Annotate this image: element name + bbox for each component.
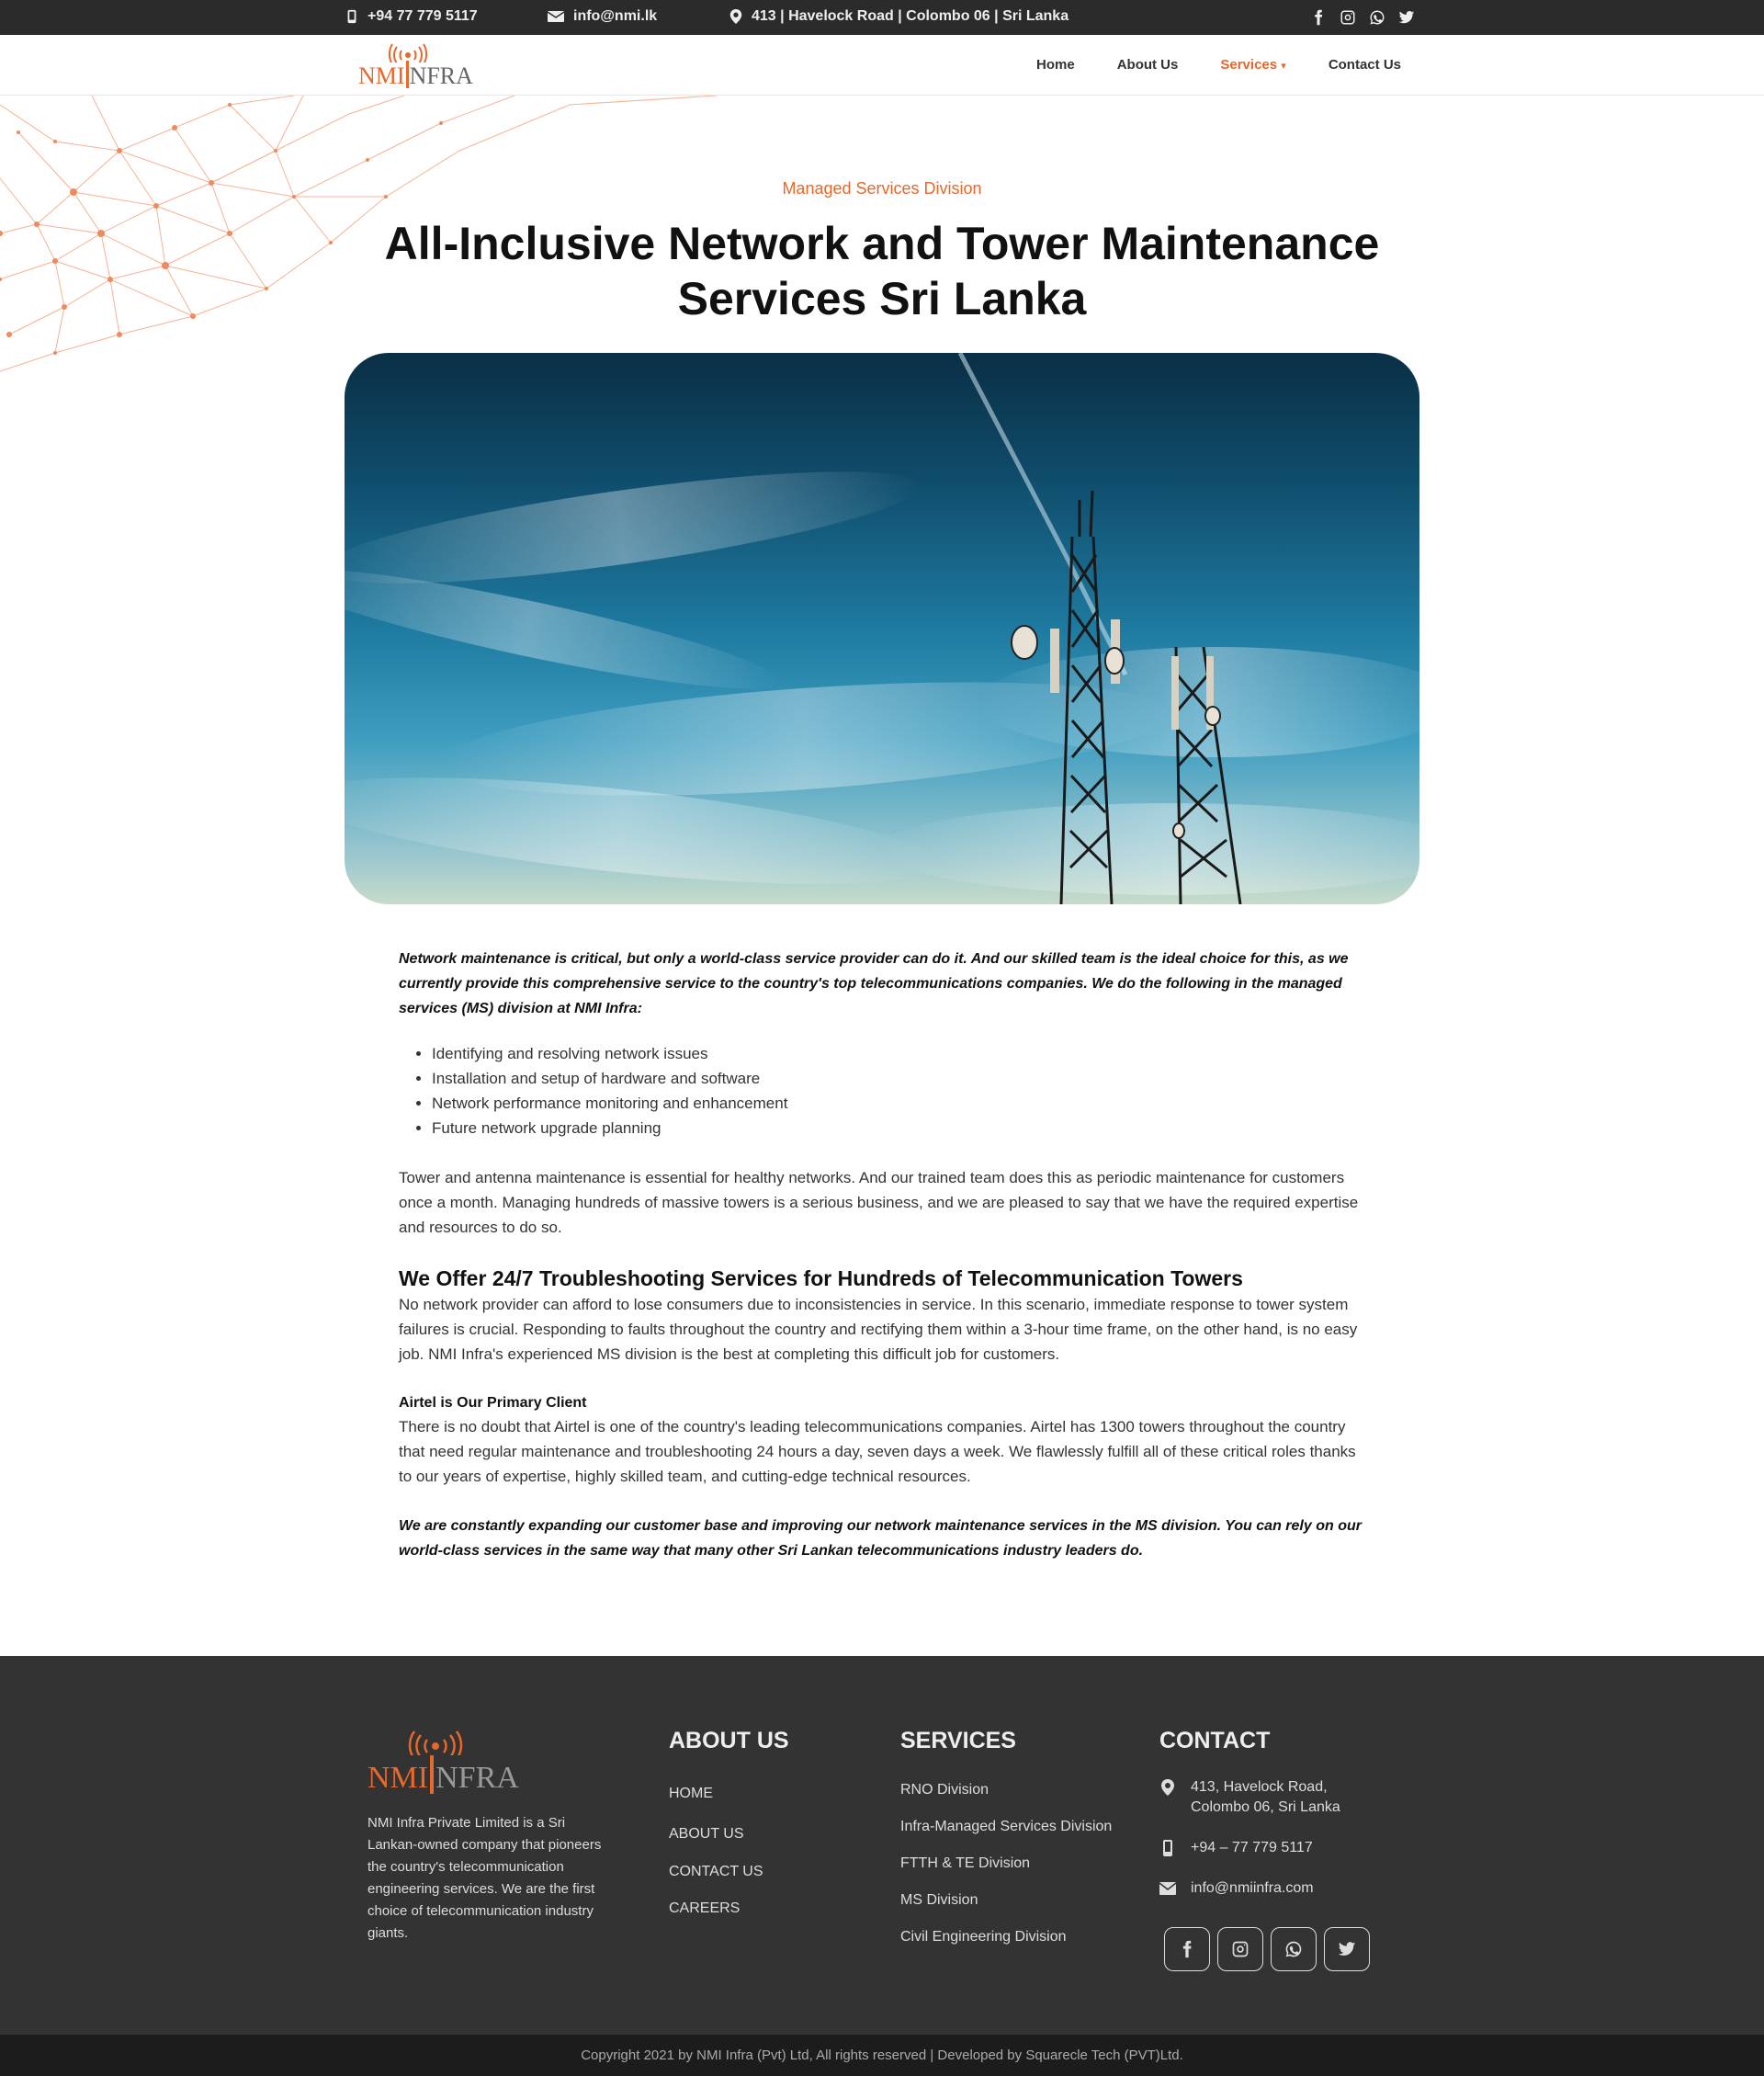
section-heading-troubleshooting: We Offer 24/7 Troubleshooting Services for Hundreds of Telecommunication Towers [399,1266,1243,1290]
nav-item-home[interactable]: Home [1036,57,1075,73]
address-line1: 413, Havelock Road, [1191,1779,1328,1795]
copyright-bar: Copyright 2021 by NMI Infra (Pvt) Ltd, All rights reserved | Developed by Squarecle Tech (PVT)Ltd. [0,2035,1764,2076]
phone-icon [345,9,358,24]
nav-menu [1036,57,1401,73]
footer-link-infra-ms[interactable]: Infra-Managed Services Division [900,1819,1113,1834]
location-pin-icon [1159,1779,1176,1796]
footer-heading-about: ABOUT US [669,1728,789,1753]
logo-text-infra: NFRA [409,62,473,89]
footer-link-civil[interactable]: Civil Engineering Division [900,1929,1067,1945]
footer-link-rno[interactable]: RNO Division [900,1782,989,1798]
instagram-icon[interactable] [1217,1927,1263,1971]
hero-illustration [345,353,1419,904]
mail-icon [1159,1880,1176,1897]
footer-link-contact-us[interactable]: CONTACT US [669,1864,763,1879]
logo-text-infra: NFRA [435,1761,519,1795]
footer-heading-contact: CONTACT [1159,1728,1271,1753]
footer-contact-address [1159,1777,1340,1818]
whatsapp-icon[interactable] [1271,1927,1317,1971]
page-title-line2: Services Sri Lanka [677,273,1087,324]
address-line2: Colombo 06, Sri Lanka [1191,1799,1340,1815]
topbar-email-text: info@nmi.lk [573,8,658,24]
page-title [331,216,1433,326]
footer-about-links [669,1785,763,1936]
twitter-icon[interactable] [1396,7,1417,28]
footer-services-links [900,1781,1112,1965]
footer-link-home[interactable]: HOME [669,1786,713,1801]
topbar-phone-text: +94 77 779 5117 [368,8,478,24]
phone-text: +94 – 77 779 5117 [1191,1840,1313,1855]
footer-heading-services: SERVICES [900,1728,1016,1753]
list-item: • Network performance monitoring and enhancement [432,1091,1365,1116]
nav-item-about-us[interactable]: About Us [1116,57,1179,73]
footer-link-ftth[interactable]: FTTH & TE Division [900,1855,1031,1871]
topbar-address-text: 413 | Havelock Road | Colombo 06 | Sri Lanka [752,8,1069,24]
nav-item-contact-us[interactable]: Contact Us [1328,57,1401,73]
page-title-line1: All-Inclusive Network and Tower Maintenance [384,218,1380,269]
facebook-icon[interactable] [1164,1927,1210,1971]
footer-link-ms[interactable]: MS Division [900,1892,978,1908]
logo-mast [406,61,409,88]
top-bar [0,0,1764,35]
subheading-airtel: Airtel is Our Primary Client [399,1395,587,1411]
topbar-email[interactable] [548,8,657,25]
article-body [399,947,1365,1588]
topbar-address [729,8,1069,25]
site-logo[interactable] [358,42,473,88]
email-text: info@nmiinfra.com [1191,1880,1314,1896]
list-item: • Installation and setup of hardware and software [432,1066,1365,1091]
intro-paragraph: Network maintenance is critical, but only a world-class service provider can do it. And our skilled team is the ideal choice for this, as we currently provide this comprehensive service to the country's top telecommunications companies. We do the following in the managed services (MS) division at NMI Infra: [399,951,1349,1016]
hero-image-towers [345,353,1419,904]
main-nav [0,35,1764,96]
paragraph-tower-maintenance: Tower and antenna maintenance is essential for healthy networks. And our trained team does this as periodic maintenance for customers once a month. Managing hundreds of massive towers is a serious business, and we are pleased to say that we have the required expertise and resources to do so. [399,1169,1359,1236]
topbar-social [1308,7,1417,28]
footer-link-about-us[interactable]: ABOUT US [669,1826,744,1842]
nav-item-services-label: Services [1220,57,1278,73]
logo-mast [430,1755,434,1794]
footer-about-text: NMI Infra Private Limited is a Sri Lankan-owned company that pioneers the country's telecommunication engineering services. We are the first choice of telecommunication industry giants. [368,1815,602,1941]
antenna-signal-icon [384,42,432,62]
phone-icon [1159,1840,1176,1856]
outro-paragraph: We are constantly expanding our customer base and improving our network maintenance services in the MS division. You can rely on our world-class services in the same way that many other Sri Lankan telecommunications industry leaders do. [399,1518,1362,1559]
section-eyebrow: Managed Services Division [782,179,982,198]
paragraph-troubleshooting: No network provider can afford to lose consumers due to inconsistencies in service. In this scenario, immediate response to tower system failures is crucial. Responding to faults throughout the country and rectifying them within a 3-hour time frame, on the other hand, is no easy job. NMI Infra's experienced MS division is the best at completing this difficult job for customers. [399,1296,1358,1363]
logo-text-nmi: NMI [358,62,405,89]
antenna-signal-icon [406,1730,465,1755]
facebook-icon[interactable] [1308,7,1329,28]
paragraph-airtel: There is no doubt that Airtel is one of the country's leading telecommunications companies. Airtel has 1300 towers throughout the country that need regular maintenance and troubleshooting 24 hours a day, seven days a week. We flawlessly fulfill all of these critical roles thanks to our years of expertise, highly skilled team, and cutting-edge technical resources. [399,1418,1356,1485]
topbar-phone[interactable] [345,8,478,25]
footer-contact-phone[interactable] [1159,1838,1313,1858]
nav-item-services[interactable] [1220,57,1285,73]
logo-text-nmi: NMI [368,1761,429,1795]
footer-contact-email[interactable] [1159,1878,1314,1899]
list-item: • Future network upgrade planning [432,1116,1365,1140]
footer-link-careers[interactable]: CAREERS [669,1900,741,1916]
mail-icon [548,9,564,24]
twitter-icon[interactable] [1324,1927,1370,1971]
location-pin-icon [729,9,742,24]
instagram-icon[interactable] [1338,7,1358,28]
services-list [432,1041,1365,1140]
site-footer [0,1656,1764,2035]
list-item: • Identifying and resolving network issues [432,1041,1365,1066]
chevron-down-icon: ▾ [1281,61,1286,72]
whatsapp-icon[interactable] [1367,7,1387,28]
footer-social [1164,1927,1370,1971]
footer-logo[interactable] [368,1730,519,1794]
